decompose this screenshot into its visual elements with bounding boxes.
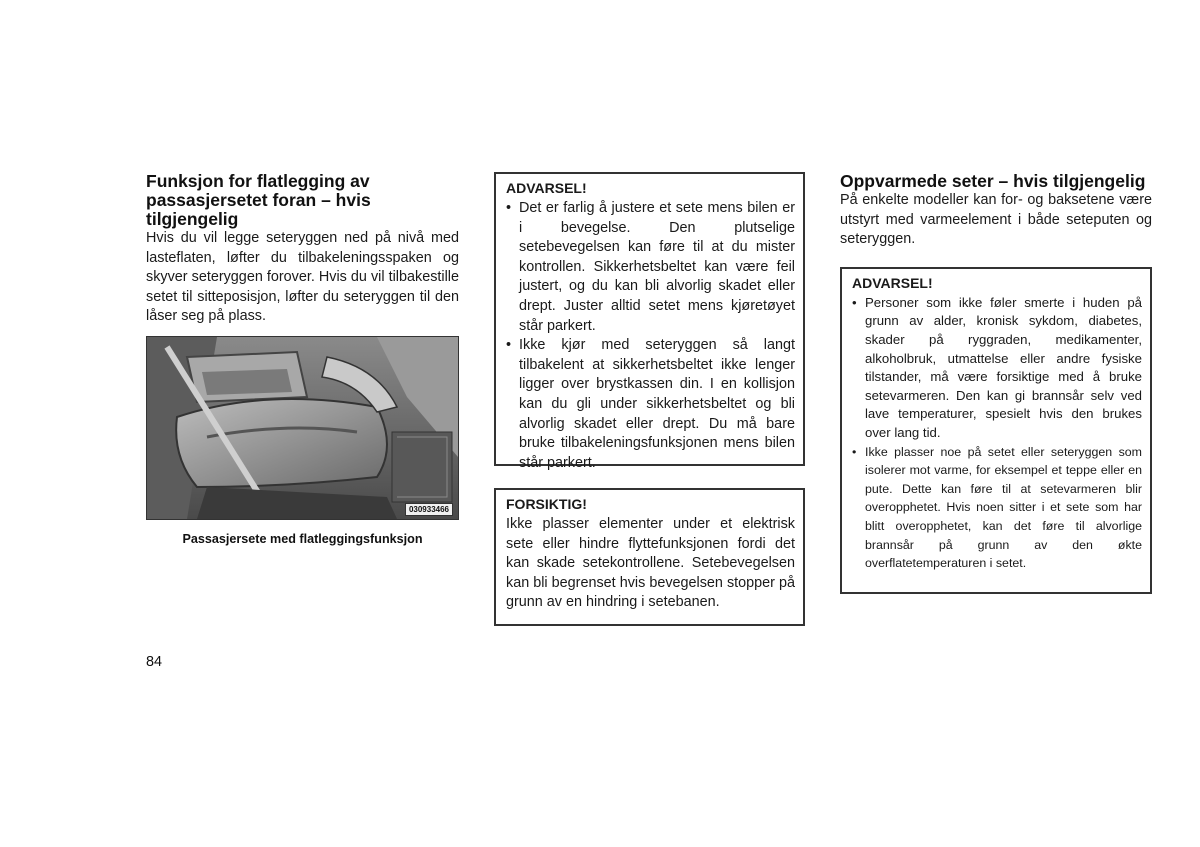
warning-title: ADVARSEL! <box>852 274 933 291</box>
page-number: 84 <box>146 654 163 670</box>
flat-fold-paragraph: Hvis du vil legge seteryggen ned på nivå med lasteflaten, løfter du tilbakeleningsspaken og skyver seteryggen forover. Hvis du vil tilbakestille setet til sitteposisjon, løfter du seteryggen til den låser seg på plass. <box>146 230 459 325</box>
middle-column <box>494 172 805 626</box>
section-heading-heated-seats: Oppvarmede seter – hvis tilgjengelig <box>840 171 1146 191</box>
heated-seats-paragraph: På enkelte modeller kan for- og baksetene være utstyrt med varmeelement i både seteputen og seteryggen. <box>840 192 1152 248</box>
warning-item: • Det er farlig å justere et sete mens bilen er i bevegelse. Den plutselige setebevegelsen kan føre til at du mister kontrollen. Sikkerhetsbeltet kan være feil justert, og du kan bli alvorlig skadet eller drept. Juster alltid setet mens kjøretøyet står parkert. <box>506 199 795 336</box>
section-heading-flat-fold: Funksjon for flatlegging av passasjersetet foran – hvis tilgjengelig <box>146 171 371 229</box>
figure-caption: Passasjersete med flatleggingsfunksjon <box>182 531 423 546</box>
seat-photo <box>146 336 459 520</box>
warning-box-heated-seats <box>840 267 1152 594</box>
seat-illustration <box>147 337 458 519</box>
figure-code-label: 030933466 <box>405 503 453 516</box>
warning-item: • Ikke kjør med seteryggen så langt tilbakelent at sikkerhetsbeltet ikke lenger ligger over brystkassen din. I en kollisjon kan du gli under sikkerhetsbeltet og bli alvorlig skadet eller drept. Du må bare bruke tilbakeleningsfunksjonen mens bilen står parkert. <box>506 336 795 473</box>
caution-title: FORSIKTIG! <box>506 496 587 512</box>
warning-list <box>506 199 795 473</box>
warning-box-seat-adjust <box>494 172 805 471</box>
caution-text: Ikke plasser elementer under et elektrisk sete eller hindre flyttefunksjonen fordi det kan skade setekontrollene. Setebevegelsen kan bli begrenset hvis bevegelsen stopper på grunn av en hindring i setebanen. <box>506 516 795 611</box>
warning-title: ADVARSEL! <box>506 180 587 196</box>
left-column <box>146 172 459 546</box>
right-column <box>840 172 1152 594</box>
warning-list <box>852 294 1142 573</box>
warning-item: • Ikke plasser noe på setet eller seteryggen som isolerer mot varme, for eksempel et teppe eller en pute. Dette kan føre til at setevarmeren blir overopphetet. Hvis noen sitter i et sete som har blitt overopphetet, kan det føre til alvorlige brannsår på grunn av den økte overflatetemperaturen i setet. <box>852 443 1142 573</box>
warning-item: • Personer som ikke føler smerte i huden på grunn av alder, kronisk sykdom, diabetes, skader på ryggraden, medikamenter, alkoholbruk, utmattelse eller andre fysiske tilstander, må være forsiktige med å bruke setevarmeren. Den kan gi brannsår selv ved lave temperaturer, spesielt hvis den brukes over lang tid. <box>852 294 1142 443</box>
caution-box <box>494 488 805 626</box>
